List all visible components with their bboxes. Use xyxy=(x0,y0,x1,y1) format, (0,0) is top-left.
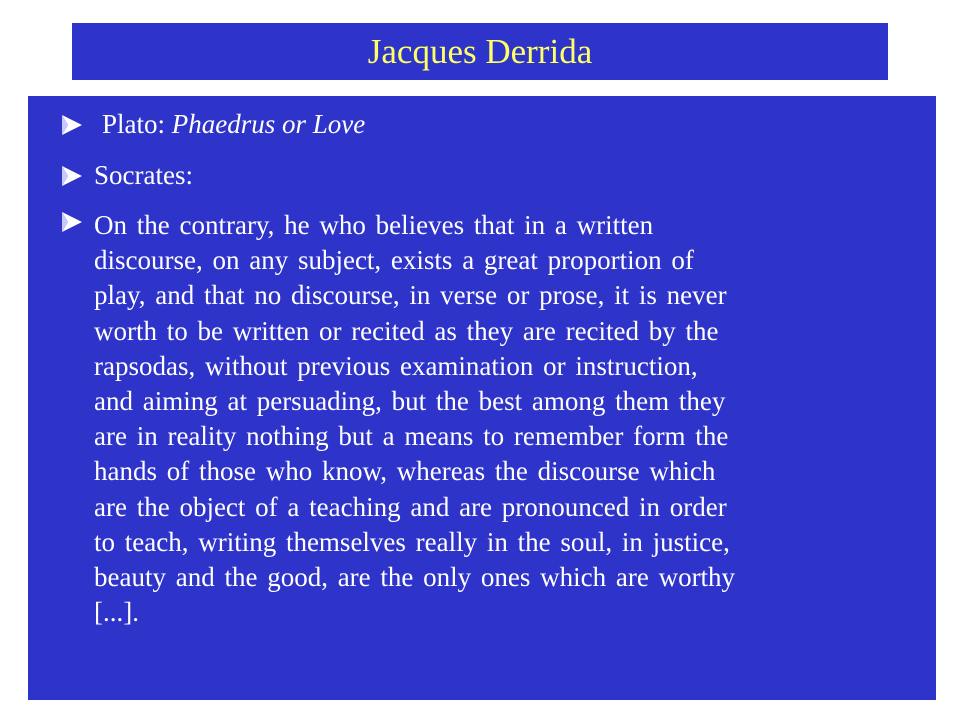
quote-line: are in reality nothing but a means to remember form the xyxy=(94,421,729,452)
arrowhead-bullet-icon xyxy=(60,113,84,137)
title-bar xyxy=(72,23,888,80)
bullet-text xyxy=(102,111,365,138)
quote-line: On the contrary, he who believes that in a written xyxy=(94,210,654,240)
arrowhead-bullet-icon xyxy=(60,210,84,234)
quote-line: play, and that no discourse, in verse or prose, it is never xyxy=(94,280,727,311)
quote-line: and aiming at persuading, but the best among them they xyxy=(94,386,726,417)
quote-line: beauty and the good, are the only ones which are worthy xyxy=(94,562,736,593)
quote-line: worth to be written or recited as they are recited by the xyxy=(94,315,719,346)
bullet-text: Socrates: xyxy=(94,160,193,190)
quote-line: [...]. xyxy=(94,597,139,628)
quote-line: rapsodas, without previous examination or instruction, xyxy=(94,350,698,381)
bullet-prefix: Plato: xyxy=(102,109,172,139)
quote-line: are the object of a teaching and are pronounced in order xyxy=(94,491,727,522)
content-panel xyxy=(28,96,936,700)
slide-title: Jacques Derrida xyxy=(367,32,593,71)
arrowhead-bullet-icon xyxy=(60,164,84,188)
quote-line: discourse, on any subject, exists a great proportion of xyxy=(94,245,694,276)
quote-line: hands of those who know, whereas the discourse which xyxy=(94,456,716,487)
quote-paragraph xyxy=(94,208,954,630)
quote-line: to teach, writing themselves really in the soul, in justice, xyxy=(94,526,730,557)
work-title: Phaedrus or Love xyxy=(171,109,366,139)
